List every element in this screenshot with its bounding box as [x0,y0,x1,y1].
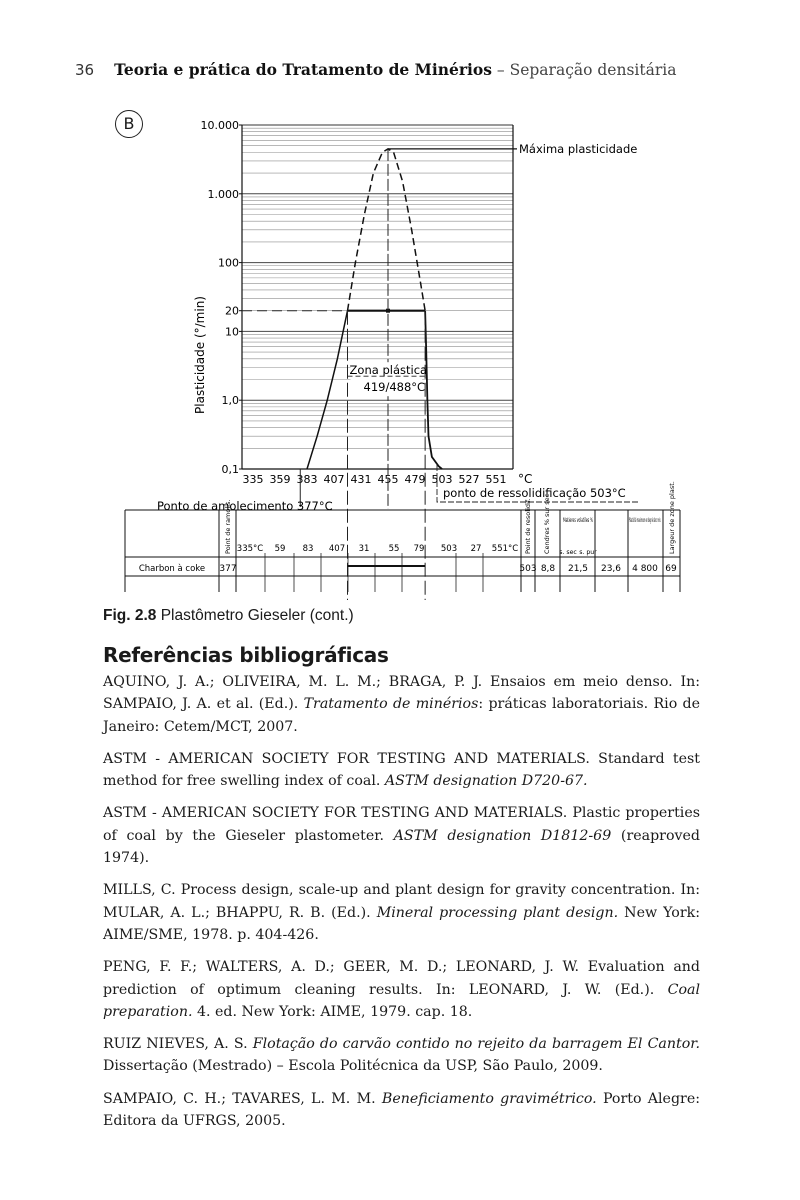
table-temp-header: 31 [358,544,370,554]
reference-text: SAMPAIO, C. H.; TAVARES, L. M. M. [103,1090,382,1107]
table-header-width: Largeur de zone plast. [668,481,676,554]
x-tick-label: 431 [350,473,372,486]
x-tick-labels [243,473,507,486]
y-tick-label: 0,1 [221,463,239,476]
table-temp-header: 59 [274,544,286,554]
x-axis-unit: °C [518,472,533,486]
table-header-volatiles: Matieres volatiles % [563,516,593,524]
table-temp-header: 83 [302,544,314,554]
y-tick-label: 10 [225,325,239,339]
x-tick-label: 335 [242,473,264,486]
table-row-label: Charbon à coke [138,564,206,574]
y-tick-label: 100 [218,256,239,270]
table-temp-header: 503 [440,544,458,554]
table-cell-volatiles-sec: 21,5 [567,564,589,574]
reference-italic-title: ASTM designation D720-67. [384,773,588,790]
y-tick-label: 20 [225,304,239,318]
figure-panel-label: B [115,110,143,138]
plastometer-chart [0,100,800,600]
header-separator: – [491,61,510,79]
softening-point-label: Ponto de amolecimento 377°C [157,499,333,513]
caption-number: Fig. 2.8 [103,607,157,624]
table-header-ash: Cendres % sur sec [543,493,551,554]
reference-text-end: Porto Alegre: Editora da UFRGS, 2005. [103,1090,700,1130]
book-title: Teoria e prática do Tratamento de Minérios [114,60,492,79]
chart-grid [242,125,513,469]
reference-text: AQUINO, J. A.; OLIVEIRA, M. L. M.; BRAGA, P. J. Ensaios em meio denso. In: SAMPAIO, J. A. et al. (Ed.). [103,674,700,713]
table-temp-header: 335°C [236,544,264,554]
reference-item [103,956,700,1023]
x-tick-label: 551 [485,473,507,486]
x-tick-label: 383 [296,473,318,486]
table-cell-resolidification: 503 [519,564,537,574]
table-cell-ash: 8,8 [540,564,556,574]
reference-italic-title: ASTM designation D1812-69 [393,827,612,844]
reference-text: RUIZ NIEVES, A. S. [103,1036,253,1053]
reference-text-end: (reaproved 1974). [103,827,700,867]
table-header-softening: Point de ramolis. [224,499,232,554]
plastic-zone-title: Zona plástica [349,363,428,378]
x-tick-label: 503 [431,473,453,486]
table-temp-header: 55 [388,544,400,554]
table-temp-header: 407 [328,544,346,554]
x-tick-label: 359 [269,473,291,486]
reference-text-end: : práticas laboratoriais. Rio de Janeiro: Cetem/MCT, 2007. [103,696,700,735]
table-header-volatiles-sub: s. pur [579,549,597,556]
table-header-plasticity: Plasticité maximum en degré darc min. [629,516,661,524]
reference-item [103,1088,700,1133]
reference-item [103,671,700,738]
references-list [103,671,700,1142]
reference-italic-title: Coal preparation. [103,981,700,1020]
table-cell-softening: 377 [219,564,237,574]
reference-item [103,748,700,793]
plastic-zone-range: 419/488°C [363,380,426,395]
chart-axes [242,125,513,469]
y-tick-label: 10.000 [200,119,239,132]
x-tick-label: 527 [458,473,480,486]
y-axis-label: Plasticidade (°/min) [193,296,207,414]
reference-text-end: Dissertação (Mestrado) – Escola Politécnica da USP, São Paulo, 2009. [103,1058,603,1075]
y-tick-label: 1,0 [221,394,239,408]
reference-text: MILLS, C. Process design, scale-up and plant design for gravity concentration. In: MULAR, A. L.; BHAPPU, R. B. (Ed.). [103,882,700,921]
references-heading: Referências bibliográficas [103,643,389,667]
x-tick-label: 407 [323,473,345,486]
reference-item [103,879,700,946]
reference-text: ASTM - AMERICAN SOCIETY FOR TESTING AND MATERIALS. Standard test method for free swelling index of coal. [103,750,700,790]
table-cell-width: 69 [665,564,677,574]
reference-item [103,1033,700,1078]
table-cell-volatiles-pur: 23,6 [600,564,622,574]
running-header [75,60,676,79]
y-tick-label: 1.000 [207,187,239,201]
reference-italic-title: Beneficiamento gravimétrico. [381,1090,597,1107]
resolidification-label: ponto de ressolidificação 503°C [443,486,626,500]
caption-text: Plastômetro Gieseler (cont.) [156,607,354,624]
reference-italic-title: Mineral processing plant design. [376,904,619,921]
x-tick-label: 455 [377,473,399,486]
reference-text: ASTM - AMERICAN SOCIETY FOR TESTING AND MATERIALS. Plastic properties of coal by the Gieseler plastometer. [103,805,700,844]
reference-item [103,802,700,869]
reference-text-end: 4. ed. New York: AIME, 1979. cap. 18. [192,1003,473,1020]
x-tick-label: 479 [404,473,426,486]
table-temp-header: 79 [413,544,425,554]
chapter-title: Separação densitária [509,61,677,79]
reference-text: PENG, F. F.; WALTERS, A. D.; GEER, M. D.; LEONARD, J. W. Evaluation and prediction of optimum cleaning results. In: LEONARD, J. W. (Ed.). [103,959,700,998]
max-plasticity-label: Máxima plasticidade [519,141,638,156]
table-temp-header: 551°C [491,544,519,554]
reference-text-end: New York: AIME/SME, 1978. p. 404-426. [103,904,700,943]
page-number: 36 [75,61,95,79]
reference-italic-title: Tratamento de minérios [303,696,479,713]
table-header-volatiles-sub: s. sec [559,549,577,556]
table-temp-header: 27 [470,544,482,554]
table-header-resolidification: Point de resolidif. [524,498,532,554]
reference-italic-title: Flotação do carvão contido no rejeito da barragem El Cantor. [252,1036,701,1053]
table-cell-plasticity: 4 800 [632,564,658,574]
figure-caption [103,607,354,625]
